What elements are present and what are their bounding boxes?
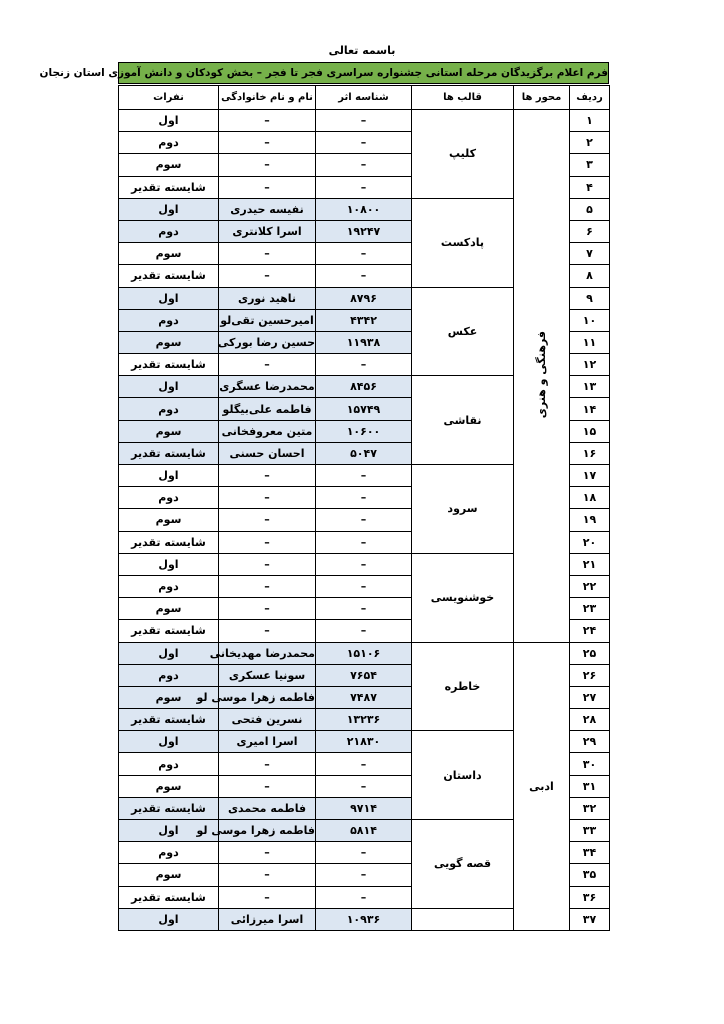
row-index: ۵ [570,198,610,220]
artwork-id-cell: – [316,775,412,797]
col-index: ردیف [570,86,610,110]
rank-cell: اول [119,820,219,842]
artwork-id-cell: – [316,132,412,154]
row-index: ۳۲ [570,797,610,819]
artwork-id-cell: – [316,354,412,376]
row-index: ۳۵ [570,864,610,886]
name-cell: – [219,575,316,597]
format-cell [412,908,514,930]
rank-cell: شایسته تقدیر [119,265,219,287]
col-axis: محور ها [514,86,570,110]
winners-table [118,85,610,931]
form-title: فرم اعلام برگزیدگان مرحله استانی جشنواره سراسری فجر تا فجر – بخش کودکان و دانش آموزی استان زنجان [118,62,609,84]
artwork-id-cell: ۱۵۱۰۶ [316,642,412,664]
rank-cell: سوم [119,331,219,353]
rank-cell: سوم [119,509,219,531]
name-cell: – [219,775,316,797]
artwork-id-cell: – [316,531,412,553]
rank-cell: اول [119,465,219,487]
name-cell: – [219,265,316,287]
name-cell: – [219,154,316,176]
artwork-id-cell: – [316,509,412,531]
row-index: ۳ [570,154,610,176]
rank-cell: شایسته تقدیر [119,797,219,819]
name-cell: حسین رضا بورکی [219,331,316,353]
artwork-id-cell: – [316,753,412,775]
row-index: ۲۵ [570,642,610,664]
row-index: ۲۲ [570,575,610,597]
rank-cell: شایسته تقدیر [119,709,219,731]
name-cell: – [219,487,316,509]
row-index: ۱۸ [570,487,610,509]
name-cell: اسرا امیری [219,731,316,753]
artwork-id-cell: – [316,243,412,265]
rank-cell: شایسته تقدیر [119,354,219,376]
name-cell: – [219,354,316,376]
name-cell: اسرا کلانتری [219,220,316,242]
row-index: ۲۸ [570,709,610,731]
table-body [119,110,610,931]
row-index: ۹ [570,287,610,309]
name-cell: اسرا میرزائی [219,908,316,930]
col-id: شناسه اثر [316,86,412,110]
name-cell: – [219,864,316,886]
name-cell: – [219,531,316,553]
name-cell: فاطمه زهرا موسی لو [219,686,316,708]
rank-cell: اول [119,376,219,398]
rank-cell: سوم [119,686,219,708]
artwork-id-cell: – [316,465,412,487]
row-index: ۲ [570,132,610,154]
row-index: ۲۴ [570,620,610,642]
name-cell: فاطمه زهرا موسی لو [219,820,316,842]
rank-cell: دوم [119,487,219,509]
rank-cell: دوم [119,753,219,775]
format-cell: خوشنویسی [412,553,514,642]
name-cell: – [219,553,316,575]
name-cell: امیرحسین تقی‌لو [219,309,316,331]
artwork-id-cell: ۵۰۴۷ [316,442,412,464]
row-index: ۳۴ [570,842,610,864]
artwork-id-cell: ۷۴۸۷ [316,686,412,708]
rank-cell: سوم [119,154,219,176]
format-cell: سرود [412,465,514,554]
rank-cell: شایسته تقدیر [119,442,219,464]
row-index: ۳۰ [570,753,610,775]
name-cell: – [219,620,316,642]
artwork-id-cell: ۵۸۱۴ [316,820,412,842]
rank-cell: سوم [119,598,219,620]
artwork-id-cell: ۱۰۶۰۰ [316,420,412,442]
name-cell: متین معروفخانی [219,420,316,442]
name-cell: – [219,243,316,265]
format-cell: خاطره [412,642,514,731]
artwork-id-cell: – [316,575,412,597]
rank-cell: دوم [119,664,219,686]
artwork-id-cell: ۱۰۸۰۰ [316,198,412,220]
row-index: ۱۱ [570,331,610,353]
artwork-id-cell: – [316,886,412,908]
artwork-id-cell: ۸۴۵۶ [316,376,412,398]
name-cell: نفیسه حیدری [219,198,316,220]
name-cell: فاطمه محمدی [219,797,316,819]
artwork-id-cell: – [316,553,412,575]
artwork-id-cell: – [316,176,412,198]
rank-cell: اول [119,553,219,575]
artwork-id-cell: – [316,842,412,864]
rank-cell: سوم [119,420,219,442]
row-index: ۱۶ [570,442,610,464]
rank-cell: اول [119,287,219,309]
row-index: ۶ [570,220,610,242]
row-index: ۳۶ [570,886,610,908]
rank-cell: دوم [119,132,219,154]
row-index: ۱۵ [570,420,610,442]
artwork-id-cell: ۷۶۵۴ [316,664,412,686]
format-cell: نقاشی [412,376,514,465]
name-cell: – [219,509,316,531]
format-cell: پادکست [412,198,514,287]
rank-cell: دوم [119,398,219,420]
axis-label: ادبی [529,779,554,793]
name-cell: – [219,842,316,864]
rank-cell: دوم [119,575,219,597]
row-index: ۲۷ [570,686,610,708]
row-index: ۱ [570,110,610,132]
rank-cell: اول [119,731,219,753]
row-index: ۲۹ [570,731,610,753]
rank-cell: دوم [119,220,219,242]
format-cell: داستان [412,731,514,820]
row-index: ۱۷ [570,465,610,487]
name-cell: – [219,598,316,620]
name-cell: – [219,110,316,132]
name-cell: – [219,465,316,487]
format-cell: قصه گویی [412,820,514,909]
rank-cell: سوم [119,864,219,886]
col-format: قالب ها [412,86,514,110]
format-cell: کلیپ [412,110,514,199]
name-cell: – [219,176,316,198]
table-row [119,642,610,664]
axis-cell [514,642,570,930]
rank-cell: شایسته تقدیر [119,176,219,198]
rank-cell: شایسته تقدیر [119,531,219,553]
artwork-id-cell: – [316,265,412,287]
artwork-id-cell: – [316,154,412,176]
row-index: ۳۳ [570,820,610,842]
artwork-id-cell: – [316,487,412,509]
row-index: ۴ [570,176,610,198]
name-cell: احسان حسنی [219,442,316,464]
row-index: ۱۲ [570,354,610,376]
rank-cell: دوم [119,309,219,331]
artwork-id-cell: ۹۷۱۴ [316,797,412,819]
artwork-id-cell: ۱۰۹۳۶ [316,908,412,930]
row-index: ۲۰ [570,531,610,553]
col-rank: نفرات [119,86,219,110]
rank-cell: شایسته تقدیر [119,620,219,642]
artwork-id-cell: – [316,598,412,620]
artwork-id-cell: – [316,620,412,642]
axis-cell [514,110,570,643]
artwork-id-cell: ۸۷۹۶ [316,287,412,309]
rank-cell: اول [119,198,219,220]
row-index: ۲۱ [570,553,610,575]
table-header-row [119,86,610,110]
row-index: ۷ [570,243,610,265]
artwork-id-cell: – [316,864,412,886]
row-index: ۱۳ [570,376,610,398]
row-index: ۱۹ [570,509,610,531]
row-index: ۸ [570,265,610,287]
name-cell: – [219,753,316,775]
artwork-id-cell: – [316,110,412,132]
name-cell: نسرین فتحی [219,709,316,731]
basmala: باسمه تعالی [328,44,396,57]
row-index: ۲۶ [570,664,610,686]
name-cell: ناهید نوری [219,287,316,309]
row-index: ۲۳ [570,598,610,620]
rank-cell: دوم [119,842,219,864]
name-cell: – [219,132,316,154]
table-row [119,110,610,132]
artwork-id-cell: ۲۱۸۳۰ [316,731,412,753]
name-cell: محمدرضا عسگری [219,376,316,398]
axis-label: فرهنگی و هنری [535,330,548,418]
format-cell: عکس [412,287,514,376]
row-index: ۱۴ [570,398,610,420]
rank-cell: شایسته تقدیر [119,886,219,908]
row-index: ۳۷ [570,908,610,930]
artwork-id-cell: ۱۳۲۳۶ [316,709,412,731]
artwork-id-cell: ۱۱۹۳۸ [316,331,412,353]
artwork-id-cell: ۱۵۷۴۹ [316,398,412,420]
name-cell: – [219,886,316,908]
col-name: نام و نام خانوادگی [219,86,316,110]
name-cell: سونیا عسکری [219,664,316,686]
name-cell: فاطمه علی‌بیگلو [219,398,316,420]
rank-cell: اول [119,642,219,664]
artwork-id-cell: ۴۳۴۲ [316,309,412,331]
name-cell: محمدرضا مهدیخانی [219,642,316,664]
row-index: ۳۱ [570,775,610,797]
rank-cell: اول [119,110,219,132]
artwork-id-cell: ۱۹۲۴۷ [316,220,412,242]
rank-cell: اول [119,908,219,930]
row-index: ۱۰ [570,309,610,331]
rank-cell: سوم [119,243,219,265]
rank-cell: سوم [119,775,219,797]
